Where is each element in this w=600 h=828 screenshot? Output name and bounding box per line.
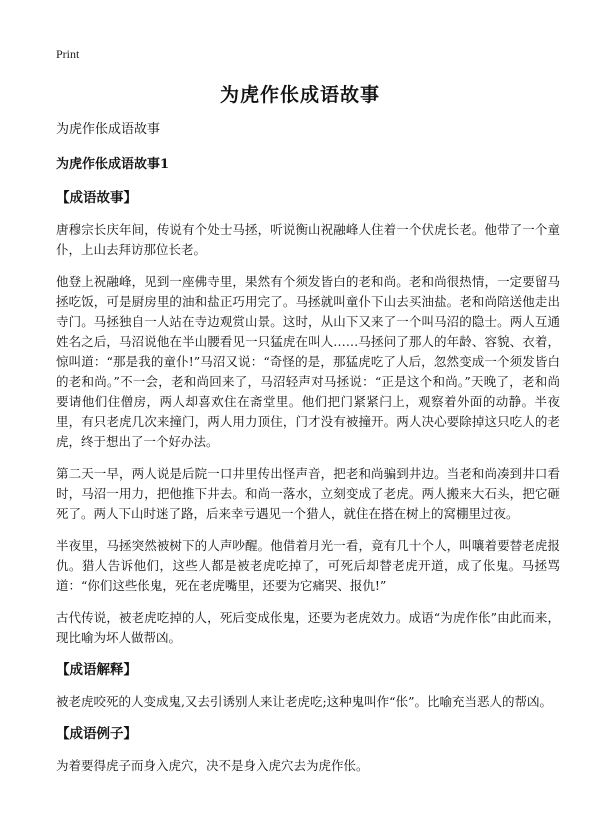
- story-paragraph-4: 半夜里，马拯突然被树下的人声吵醒。他借着月光一看，竟有几十个人，叫嚷着要替老虎报仇。猎人告诉他们，这些人都是被老虎吃掉了，可死后却替老虎开道，成了伥鬼。马拯骂道：“你们这些伥鬼，死在老虎嘴里，还要为它痛哭、报仇!”: [56, 538, 560, 593]
- story-paragraph-2: 他登上祝融峰，见到一座佛寺里，果然有个须发皆白的老和尚。老和尚很热情，一定要留马拯吃饭，可是厨房里的油和盐正巧用完了。马拯就叫童仆下山去买油盐。老和尚陪送他走出寺门。马拯独自一人站在寺边观赏山景。这时，从山下又来了一个叫马沼的隐士。两人互通姓名之后，马沼说他在半山腰看见一只猛虎在叫人……马拯问了那人的年龄、容貌、衣着，惊叫道：“那是我的童仆!”马沼又说：“奇怪的是，那猛虎吃了人后，忽然变成一个须发皆白的老和尚。”不一会，老和尚回来了，马沼轻声对马拯说：“正是这个和尚。”天晚了，老和尚要请他们住僧房，两人却喜欢住在斋堂里。他们把门紧紧闩上，观察着外面的动静。半夜里，有只老虎几次来撞门，两人用力顶住，门才没有被撞开。两人决心要除掉这只吃人的老虎，终于想出了一个好办法。: [56, 274, 560, 449]
- story-paragraph-3: 第二天一早，两人说是后院一口井里传出怪声音，把老和尚骗到井边。当老和尚凑到井口看时，马沼一用力，把他推下井去。和尚一落水，立刻变成了老虎。两人搬来大石头，把它砸死了。两人下山时迷了路，后来幸亏遇见一个猎人，就住在搭在树上的窝棚里过夜。: [56, 466, 560, 521]
- explain-heading: 【成语解释】: [56, 662, 137, 678]
- section-title: 为虎作伥成语故事1: [56, 157, 170, 172]
- page-title: 为虎作伥成语故事: [219, 84, 380, 106]
- story-paragraph-1: 唐穆宗长庆年间，传说有个处士马拯，听说衡山祝融峰人住着一个伏虎长老。他带了一个童仆，上山去拜访那位长老。: [56, 222, 560, 257]
- article-body: [56, 121, 560, 788]
- explain-paragraph: 被老虎咬死的人变成鬼,又去引诱别人来让老虎吃;这种鬼叫作“伥”。比喻充当恶人的帮凶。: [56, 694, 552, 709]
- example-heading: 【成语例子】: [56, 726, 137, 742]
- article-subtitle: 为虎作伥成语故事: [56, 122, 161, 137]
- story-paragraph-5: 古代传说，被老虎吃掉的人，死后变成伥鬼，还要为老虎效力。成语“为虎作伥”由此而来，现比喻为坏人做帮凶。: [56, 610, 560, 645]
- example-paragraph: 为着要得虎子而身入虎穴，决不是身入虎穴去为虎作伥。: [56, 758, 369, 773]
- story-heading: 【成语故事】: [56, 190, 137, 206]
- print-link[interactable]: Print: [56, 47, 80, 61]
